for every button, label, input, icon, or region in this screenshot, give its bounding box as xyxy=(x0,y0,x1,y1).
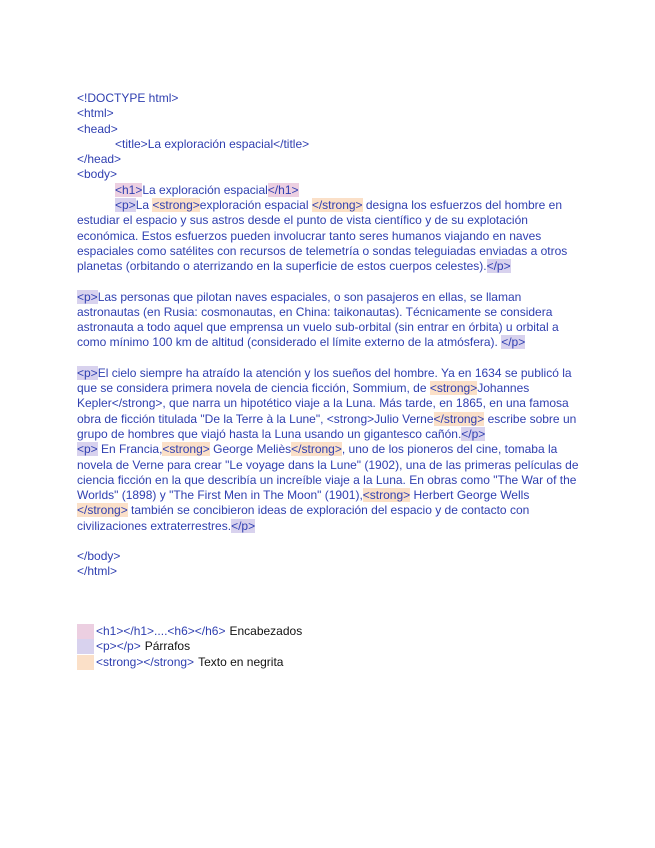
h1-line xyxy=(77,183,582,198)
html-open-line: <html> xyxy=(77,106,114,121)
h1-text: La exploración espacial xyxy=(142,182,268,197)
legend-description: Texto en negrita xyxy=(198,654,284,669)
legend-item-bold xyxy=(77,655,302,670)
strong-close-tag: </strong> xyxy=(291,442,342,457)
legend-tag: <p></p> xyxy=(96,639,141,654)
html-close-line: </html> xyxy=(77,564,118,579)
p-open-tag: <p> xyxy=(77,365,98,380)
head-close-line: </head> xyxy=(77,152,122,167)
paragraph-3: <p>El cielo siempre ha atraído la atención y los sueños del hombre. Ya en 1634 se publicó la que se considera primera novela de ciencia ficción, Sommium, de <strong>Johannes Kepler</strong>, que narra un hipotético viaje a la Luna. Más tarde, en 1865, en una famosa obra de ficción titulada "De la Terre à la Lune", <strong>Julio Verne</strong> escribe sobre un grupo de hombres que viajó hasta la Luna usando un gigantesco cañón.</p> xyxy=(77,365,577,441)
paragraph-2: <p>Las personas que pilotan naves espaciales, o son pasajeros en ellas, se llaman astronautas (en Rusia: cosmonautas, en China: taikonautas). Técnicamente se considera astronauta a todo aquel que emprensa un vuelo sub-orbital (sin entrar en órbita) u orbital a como mínimo 100 km de altitud (considerado el límite externo de la atmósfera). </p> xyxy=(77,289,559,350)
strong-close-tag: </strong> xyxy=(433,411,485,426)
heading-swatch xyxy=(77,624,94,639)
doctype-line: <!DOCTYPE html> xyxy=(77,91,179,105)
paragraph-4: <p> En Francia,<strong> George Meliès</strong>, uno de los pioneros del cine, tomaba la novela de Verne para crear "Le voyage dans la Lune" (1902), una de las primeras películas de ciencia ficción en la que describía un increíble viaje a la Luna. En obras como "The War of the Worlds" (1898) y "The First Men in The Moon" (1901),<strong> Herbert George Wells </strong> también se concibieron ideas de exploración del espacio y de contacto con civilizaciones extraterrestres.</p> xyxy=(77,442,579,533)
legend-tag: <strong></strong> xyxy=(96,654,195,669)
strong-close-tag: </strong> xyxy=(77,503,128,518)
strong-close-tag: </strong> xyxy=(311,198,363,213)
p-open-tag: <p> xyxy=(77,289,98,304)
legend xyxy=(77,624,302,670)
strong-open-tag: <strong> xyxy=(162,442,210,457)
body-close-line: </body> xyxy=(77,549,121,564)
p-close-tag: </p> xyxy=(461,426,486,441)
title-line: <title>La exploración espacial</title> xyxy=(115,136,310,151)
p-open-tag: <p> xyxy=(77,442,98,457)
legend-description: Encabezados xyxy=(229,624,303,638)
h1-close-tag: </h1> xyxy=(267,182,299,197)
legend-description: Párrafos xyxy=(144,639,191,654)
head-open-line: <head> xyxy=(77,121,118,136)
p-open-tag: <p> xyxy=(115,198,136,213)
strong-open-tag: <strong> xyxy=(362,488,411,503)
p-close-tag: </p> xyxy=(501,335,526,350)
strong-open-tag: <strong> xyxy=(152,198,200,213)
body-open-line: <body> xyxy=(77,167,118,182)
html-code-listing xyxy=(77,91,582,580)
legend-item-headings xyxy=(77,624,302,639)
strong-open-tag: <strong> xyxy=(429,381,478,396)
paragraph-1: <p>La <strong>exploración espacial </strong> designa los esfuerzos del hombre en estudiar el espacio y sus astros desde el punto de vista científico y de su explotación económica. Estos esfuerzos pueden involucrar tanto seres humanos viajando en naves espaciales como satélites con recursos de telemetría o sondas teleguiadas enviadas a otros planetas (orbitando o aterrizando en la superficie de estos cuerpos celestes).</p> xyxy=(77,198,568,274)
p-close-tag: </p> xyxy=(231,518,256,533)
h1-open-tag: <h1> xyxy=(115,182,143,197)
legend-tag: <h1></h1>....<h6></h6> xyxy=(96,624,226,638)
strong-swatch xyxy=(77,655,94,670)
p-close-tag: </p> xyxy=(486,259,511,274)
legend-item-paragraphs xyxy=(77,639,302,654)
paragraph-swatch xyxy=(77,639,94,654)
